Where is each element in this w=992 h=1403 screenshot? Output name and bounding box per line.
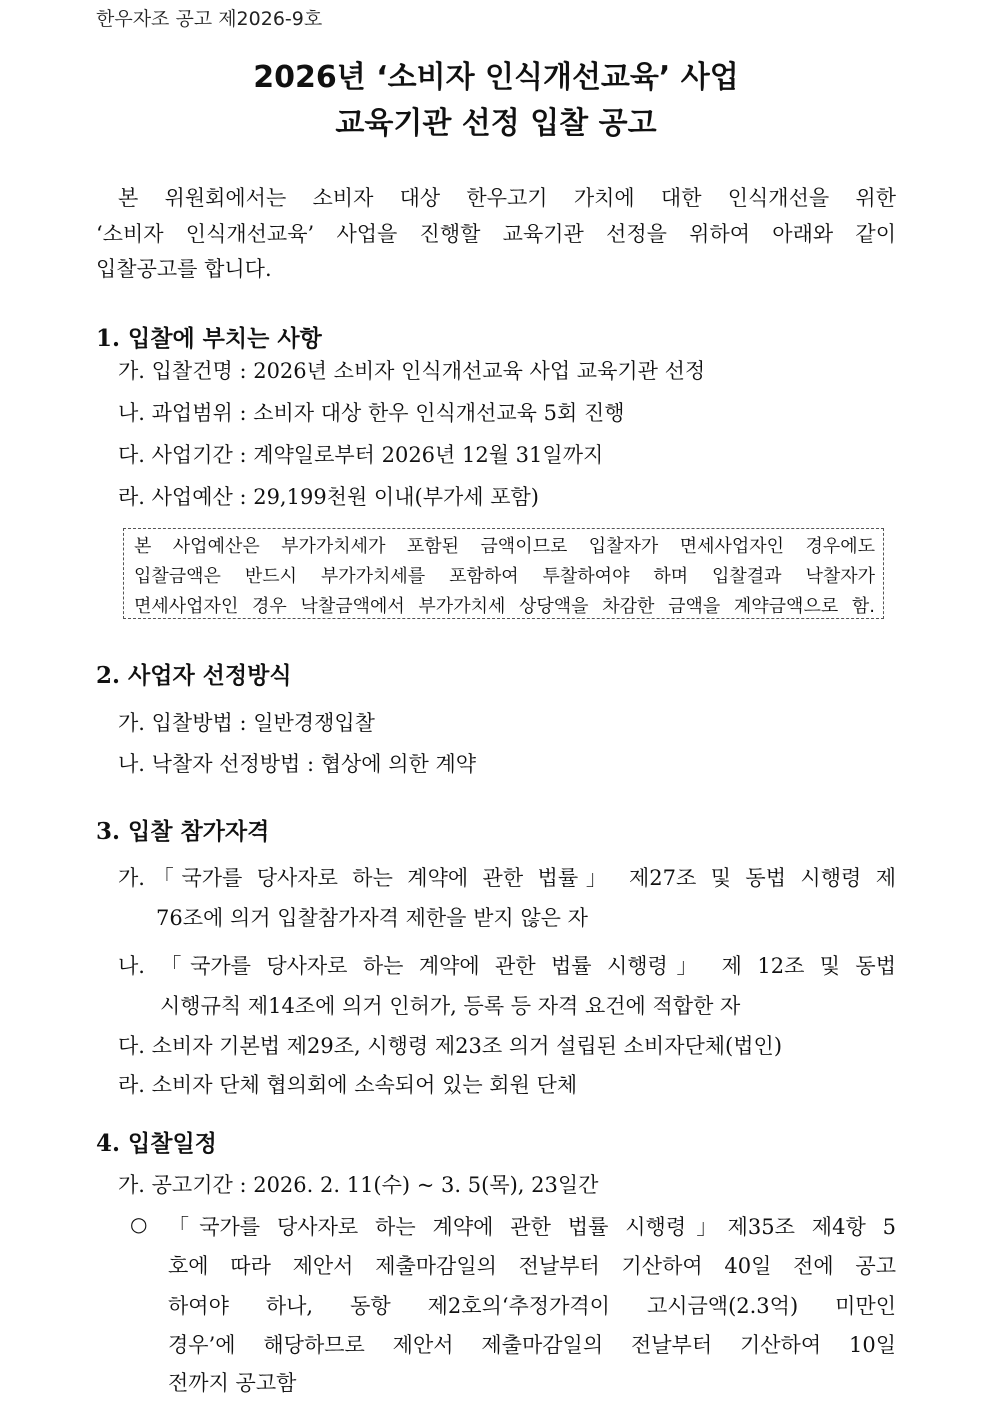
section-4-heading: 4. 입찰일정 xyxy=(96,1130,217,1157)
intro-line-2: ‘소비자 인식개선교육’ 사업을 진행할 교육기관 선정을 위하여 아래와 같이 xyxy=(96,222,896,246)
section-1-item-b: 나. 과업범위 : 소비자 대상 한우 인식개선교육 5회 진행 xyxy=(118,401,625,425)
bullet-line-2: 호에 따라 제안서 제출마감일의 전날부터 기산하여 40일 전에 공고 xyxy=(168,1254,896,1278)
section-1-item-a: 가. 입찰건명 : 2026년 소비자 인식개선교육 사업 교육기관 선정 xyxy=(118,359,706,383)
section-3-item-d: 라. 소비자 단체 협의회에 소속되어 있는 회원 단체 xyxy=(118,1073,578,1097)
section-2-heading: 2. 사업자 선정방식 xyxy=(96,662,292,689)
note-line-1: 본 사업예산은 부가가치세가 포함된 금액이므로 입찰자가 면세사업자인 경우에도 xyxy=(134,536,875,557)
intro-line-1: 본 위원회에서는 소비자 대상 한우고기 가치에 대한 인식개선을 위한 xyxy=(118,186,896,210)
section-2-item-a: 가. 입찰방법 : 일반경쟁입찰 xyxy=(118,711,375,735)
bullet-line-4: 경우’에 해당하므로 제안서 제출마감일의 전날부터 기산하여 10일 xyxy=(168,1333,896,1357)
section-3-item-a-line-1: 가.「국가를 당사자로 하는 계약에 관한 법률」 제27조 및 동법 시행령 제 xyxy=(118,866,896,890)
bullet-circle: ○ xyxy=(130,1212,148,1236)
page-subtitle: 교육기관 선정 입찰 공고 xyxy=(335,106,657,141)
section-3-item-c: 다. 소비자 기본법 제29조, 시행령 제23조 의거 설립된 소비자단체(법인) xyxy=(118,1034,783,1058)
intro-line-3: 입찰공고를 합니다. xyxy=(96,257,272,281)
bullet-line-1: 「국가를 당사자로 하는 계약에 관한 법률 시행령」제35조 제4항 5 xyxy=(168,1215,896,1239)
bullet-line-5: 전까지 공고함 xyxy=(168,1371,297,1395)
section-3-item-b-line-2: 시행규칙 제14조에 의거 인허가, 등록 등 자격 요건에 적합한 자 xyxy=(160,994,741,1018)
section-1-heading: 1. 입찰에 부치는 사항 xyxy=(96,325,322,352)
bullet-line-3: 하여야 하나, 동항 제2호의‘추정가격이 고시금액(2.3억) 미만인 xyxy=(168,1294,896,1318)
budget-note-box xyxy=(123,528,884,619)
section-1-item-c: 다. 사업기간 : 계약일로부터 2026년 12월 31일까지 xyxy=(118,443,604,467)
section-3-item-b-line-1: 나. 「국가를 당사자로 하는 계약에 관한 법률 시행령」 제 12조 및 동법 xyxy=(118,954,896,978)
section-3-heading: 3. 입찰 참가자격 xyxy=(96,818,270,845)
page-title: 2026년 ‘소비자 인식개선교육’ 사업 xyxy=(253,60,739,95)
note-line-2: 입찰금액은 반드시 부가가치세를 포함하여 투찰하여야 하며 입찰결과 낙찰자가 xyxy=(134,566,875,587)
section-2-item-b: 나. 낙찰자 선정방법 : 협상에 의한 계약 xyxy=(118,752,477,776)
document-number: 한우자조 공고 제2026-9호 xyxy=(96,8,323,30)
section-1-item-d: 라. 사업예산 : 29,199천원 이내(부가세 포함) xyxy=(118,485,539,509)
note-line-3: 면세사업자인 경우 낙찰금액에서 부가가치세 상당액을 차감한 금액을 계약금액으로 함. xyxy=(134,596,875,617)
section-4-item-a: 가. 공고기간 : 2026. 2. 11(수) ~ 3. 5(목), 23일간 xyxy=(118,1173,599,1197)
section-3-item-a-line-2: 76조에 의거 입찰참가자격 제한을 받지 않은 자 xyxy=(156,906,588,930)
